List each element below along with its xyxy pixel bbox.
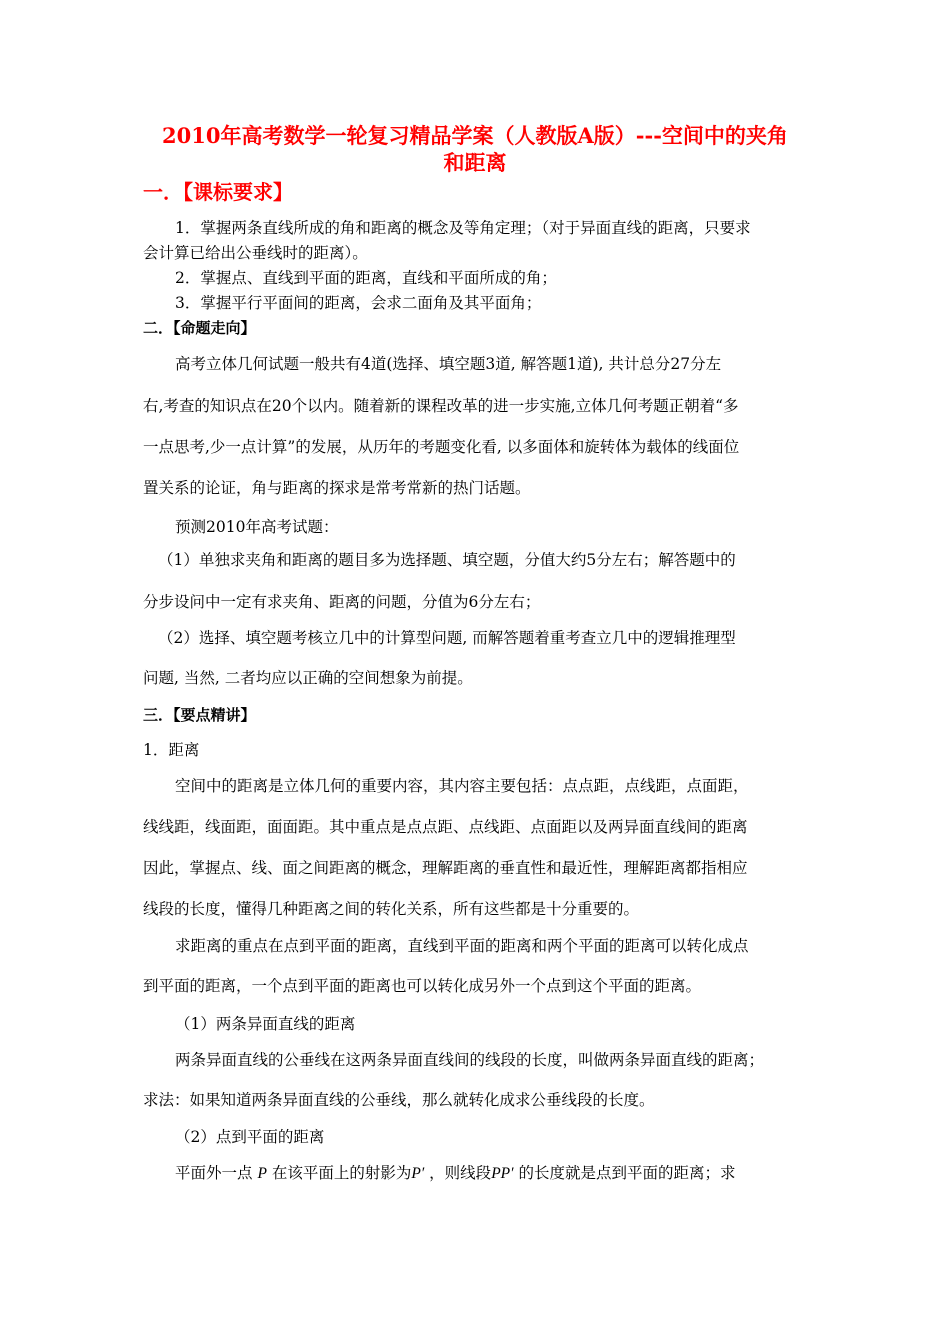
paragraph-line: 到平面的距离，一个点到平面的距离也可以转化成另外一个点到这个平面的距离。: [143, 977, 702, 995]
paragraph-line: 右,考查的知识点在20个以内。随着新的课程改革的进一步实施,立体几何考题正朝着“多: [143, 397, 739, 415]
math-point-p-prime: P′: [411, 1165, 425, 1182]
section-heading-2: 二．【命题走向】: [143, 319, 256, 337]
text-run: 平面外一点: [175, 1164, 253, 1182]
requirement-1: 1．掌握两条直线所成的角和距离的概念及等角定理；（对于异面直线的距离，只要求: [175, 219, 751, 237]
paragraph-line: 预测2010年高考试题：: [175, 518, 339, 536]
paragraph-line: 因此，掌握点、线、面之间距离的概念，理解距离的垂直性和最近性，理解距离都指相应: [143, 859, 748, 877]
paragraph-line: 空间中的距离是立体几何的重要内容，其内容主要包括：点点距，点线距，点面距，: [175, 777, 749, 795]
section-heading-1: 一．【课标要求】: [143, 180, 293, 204]
paragraph-line: 两条异面直线的公垂线在这两条异面直线间的线段的长度，叫做两条异面直线的距离；: [175, 1051, 765, 1069]
subsection-heading: 1．距离: [143, 741, 200, 759]
paragraph-line: 高考立体几何试题一般共有4道(选择、填空题3道, 解答题1道), 共计总分27分左: [175, 355, 722, 373]
subsection-heading: （1）两条异面直线的距离: [175, 1015, 356, 1033]
paragraph-line: 求距离的重点在点到平面的距离，直线到平面的距离和两个平面的距离可以转化成点: [175, 937, 749, 955]
paragraph-line: 线线距，线面距，面面距。其中重点是点点距、点线距、点面距以及两异面直线间的距离: [143, 818, 748, 836]
paragraph-line: [175, 1161, 735, 1183]
math-segment-pp-prime: PP′: [491, 1165, 514, 1182]
math-point-p: P: [257, 1165, 267, 1182]
text-run: 的长度就是点到平面的距离；求: [518, 1164, 736, 1182]
text-run: 在该平面上的射影为: [271, 1164, 412, 1182]
paragraph-line: 线段的长度，懂得几种距离之间的转化关系，所有这些都是十分重要的。: [143, 900, 640, 918]
title-line-2: 和距离: [443, 150, 507, 175]
requirement-3: 3．掌握平行平面间的距离，会求二面角及其平面角；: [175, 294, 542, 312]
paragraph-line: （2）选择、填空题考核立几中的计算型问题, 而解答题着重考查立几中的逻辑推理型: [158, 629, 736, 647]
paragraph-line: 分步设问中一定有求夹角、距离的问题，分值为6分左右；: [143, 593, 541, 611]
paragraph-line: 求法：如果知道两条异面直线的公垂线，那么就转化成求公垂线段的长度。: [143, 1091, 655, 1109]
paragraph-line: 置关系的论证，角与距离的探求是常考常新的热门话题。: [143, 479, 531, 497]
title-line-1: 2010年高考数学一轮复习精品学案（人教版A版）---空间中的夹角: [162, 123, 788, 148]
section-heading-3: 三．【要点精讲】: [143, 706, 256, 724]
paragraph-line: 问题, 当然, 二者均应以正确的空间想象为前提。: [143, 669, 473, 687]
text-run: ，则线段: [429, 1164, 492, 1182]
subsection-heading: （2）点到平面的距离: [175, 1128, 325, 1146]
paragraph-line: 一点思考,少一点计算”的发展，从历年的考题变化看, 以多面体和旋转体为载体的线面位: [143, 438, 740, 456]
requirement-1-cont: 会计算已给出公垂线时的距离）。: [143, 244, 368, 262]
document-title: [120, 122, 830, 176]
requirement-2: 2．掌握点、直线到平面的距离，直线和平面所成的角；: [175, 269, 557, 287]
paragraph-line: （1）单独求夹角和距离的题目多为选择题、填空题，分值大约5分左右；解答题中的: [158, 551, 736, 569]
